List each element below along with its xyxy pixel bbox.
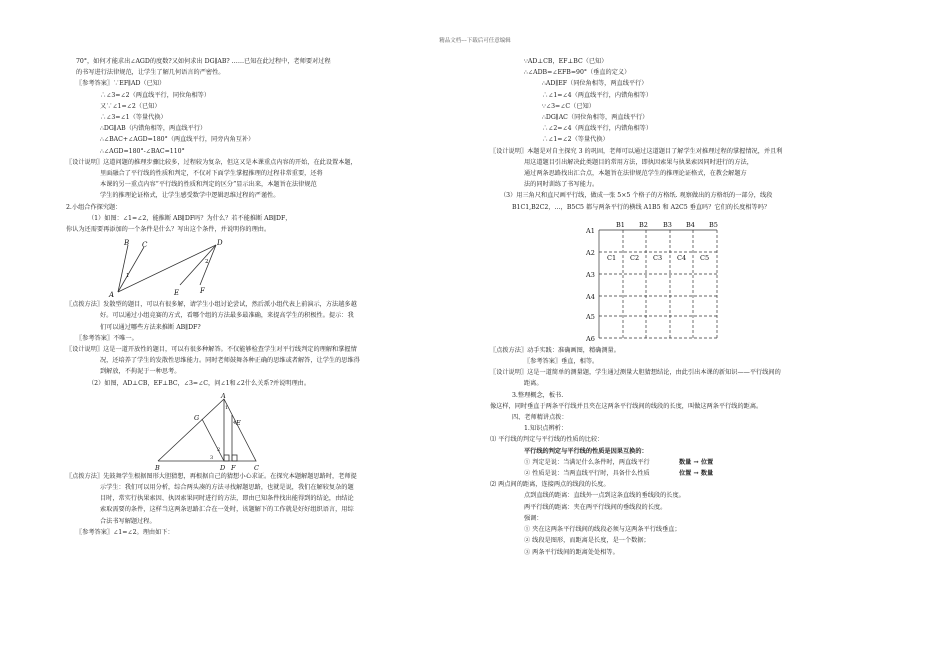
text-line: ∴DG∥AB（内错角相等，两直线平行） [100, 125, 207, 133]
left-column [66, 56, 466, 538]
fig1-label-a: A [109, 291, 115, 300]
text-line: 况，还培养了学生的发散性思维能力。同时老师鼓舞各种正确的思维或者解答，让学生的思维得 [100, 357, 360, 365]
text-line: ∴∠ADB=∠EFB=90°（垂直的定义） [524, 69, 631, 77]
text-line: ∴∠AGD=180°-∠BAC=110° [100, 147, 185, 155]
grid-label-c5: C5 [700, 253, 710, 262]
grid-label-c1: C1 [607, 253, 617, 262]
text-line: ∴∠1=∠2（等量代换） [542, 136, 609, 144]
page-header: 精品文档---下载后可任意编辑 [439, 38, 511, 44]
text-line: B1C1,B2C2，…，B5C5 都与两条平行的横线 A1B5 和 A2C5 垂直吗？它们的长度相等吗？ [512, 203, 771, 211]
text-line: 合法书写解题过程。 [100, 517, 156, 525]
fig1-angle-2: 2 [205, 259, 209, 266]
text-line: ③ 两条平行线间的距离处处相等。 [524, 548, 619, 556]
text-line: （2）如图，AD⊥CB，EF⊥BC，∠3=∠C，问∠1和∠2什么关系?并说明理由。 [88, 379, 311, 387]
text-line: 2.小组合作探究题： [66, 203, 122, 211]
text-line: ⑴ 平行线的判定与平行线的性质的比较： [490, 436, 604, 444]
figure-parallel-lines [104, 237, 244, 299]
text-line: ∴∠BAC+∠AGD=180°（两直线平行，同旁内角互补） [100, 136, 255, 144]
text-line: 像这样，同时垂直于两条平行线并且夹在这两条平行线间的线段的长度，叫做这两条平行线的距离。 [490, 402, 763, 410]
grid-label-a3: A3 [586, 270, 595, 279]
rule-comparison [490, 457, 890, 479]
text-line: 本课的另一重点内容“平行线的性质和判定的区分”显示出来，本题旨在法律规范 [100, 181, 317, 189]
text-line: 好。可以通过小组竞赛的方式，看哪个组的方法最多最准确，来提高学生的积极性。提示：我 [100, 312, 354, 320]
text-line: 通过两条思路找出汇合点，本题旨在法律规范学生的推理论证格式，在教会解题方 [524, 170, 747, 178]
right-column [490, 56, 890, 558]
text-line: （3）用三角尺和直尺画平行线，做成一张 5×5 个格子的方格纸. 观察做出的方格纸的一部分，线段 [500, 192, 773, 200]
fig2-label-a: A [221, 391, 226, 400]
text-line: （1）如图：∠1=∠2，能推断 AB∥DF吗？为什么？若不能推断 AB∥DF， [88, 214, 292, 222]
rule-text: ② 性质是说：当两直线平行时，具备什么性质 [524, 470, 650, 478]
text-line: 70°，如何才能求出∠AGD的度数?又如何求出 DG∥AB? ……已知在此过程中，老师要对过程 [76, 58, 331, 65]
text-line: 点到直线的距离：直线外一点到这条直线的垂线段的长度。 [524, 492, 685, 500]
fig2-angle-1: 1 [225, 404, 229, 411]
text-line: 示学生：我们可以用分析，综合两头凑的方法寻找解题思路，也就是说，我们在解较复杂的题 [100, 484, 354, 492]
right-text-block-2 [490, 345, 890, 457]
left-text-block-1 [66, 56, 466, 235]
text-line: 〖设计说明〗这是一道开放性的题目，可以有很多种解答。不仅能够检查学生对平行线判定的理解和掌握情 [66, 346, 357, 354]
text-line: ∴∠3=∠1（等量代换） [100, 114, 167, 122]
fig2-label-f: F [231, 463, 236, 471]
text-line: 3.整理概念，板书. [512, 391, 564, 399]
text-line: 索取需要的条件，这样当这两条思路汇合在一处时，该题解下的工作就是好好组织语言，用综 [100, 506, 354, 514]
text-line: 〖参考答案〗∵EF∥AD（已知） [76, 80, 166, 88]
text-line: 学生的推理论证格式，让学生感受数学中逻辑思维过程的严谨性。 [100, 192, 280, 200]
text-line: 距离。 [524, 380, 543, 388]
text-line: ① 夹在这两条平行线间的线段必须与这两条平行线垂直； [524, 526, 681, 534]
grid-label-a2: A2 [586, 248, 595, 257]
fig2-label-e: E [236, 418, 241, 427]
fig1-label-e: E [174, 289, 180, 298]
text-line: 〖点拨方法〗发散型的题目，可以有很多解，请学生小组讨论尝试，然后派小组代表上前演示，方法越多越 [66, 301, 357, 309]
text-line: 四、老师精讲点拨： [512, 414, 568, 422]
text-line: 的书写进行法律规范，让学生了解几何语言的严密性。 [76, 69, 225, 77]
text-line: 你认为还需要再添加的一个条件是什么？写出这个条件，并说明你的理由。 [66, 226, 271, 234]
text-line: 目时，常实行执果索因、执因索果同时进行的方法，即由已知条件找出能得到的结论，由结论 [100, 495, 354, 503]
text-line: 〖设计说明〗这是一道简单的测量题，学生通过测量大胆猜想结论，由此引出本课的新知识——平行线间的 [490, 369, 781, 377]
right-text-block-1 [490, 56, 890, 213]
text-line: 又∵∠1=∠2（已知） [100, 102, 161, 110]
text-line: 两平行线的距离：夹在两平行线间的垂线段的长度。 [524, 503, 667, 511]
rule-row [524, 457, 890, 468]
text-line: 〖点拨方法〗先鼓舞学生根据图形大胆猜想，再根据自己的猜想小心求证。在探究本题解题思路时，老师提 [66, 472, 357, 480]
text-line: 〖参考答案〗不唯一。 [76, 334, 138, 342]
fig2-label-b: B [155, 463, 160, 471]
text-line: ② 线段是图形，而距离是长度，是一个数据； [524, 537, 650, 545]
grid-label-a6: A6 [586, 334, 595, 342]
fig2-angle-3: 3 [210, 454, 214, 461]
rule-row [524, 468, 890, 479]
text-line: 平行线的判定与平行线的性质是因果互换的： [524, 447, 648, 455]
grid-label-b4: B4 [686, 220, 695, 229]
fig1-label-c: C [142, 241, 148, 250]
text-line: ∴∠3=∠2（两直线平行，同位角相等） [100, 91, 211, 99]
grid-label-a5: A5 [586, 312, 595, 321]
fig1-angle-1: 1 [126, 273, 130, 280]
grid-label-b1: B1 [616, 220, 625, 229]
text-line: ∴DG∥AC（同位角相等，两直线平行） [542, 114, 649, 122]
grid-label-c4: C4 [677, 253, 687, 262]
left-text-block-3 [66, 471, 466, 538]
figure-grid-paper [585, 216, 735, 342]
rule-direction: 数量 → 位置 [679, 458, 714, 466]
text-line: 法的同时训练了书写能力。 [524, 181, 599, 189]
text-line: 〖参考答案〗∠1=∠2。理由如下： [76, 528, 174, 536]
grid-label-c3: C3 [653, 253, 663, 262]
rule-text: ① 判定是说：当满足什么条件时，两直线平行 [524, 458, 650, 466]
text-line: ∴∠1=∠4（两直线平行，内错角相等） [542, 91, 653, 99]
fig2-angle-4: 4 [233, 419, 237, 426]
text-line: 里面融合了平行线的性质和判定，不仅对下面学生掌握推理的过程非常重要，还将 [100, 170, 323, 178]
text-line: ∵AD⊥CB，EF⊥BC（已知） [524, 58, 608, 65]
right-text-block-3 [490, 479, 890, 557]
text-line: ⑵ 两点间的距离，连接两点的线段的长度。 [490, 481, 610, 489]
fig1-label-d: D [217, 239, 223, 248]
fig1-label-b: B [124, 239, 130, 248]
grid-label-b3: B3 [663, 220, 672, 229]
fig2-label-g: G [194, 413, 200, 422]
text-line: ∴∠2=∠4（两直线平行，内错角相等） [542, 125, 653, 133]
grid-label-a4: A4 [586, 292, 595, 301]
text-line: 1.知识点辨析： [524, 425, 568, 433]
text-line: 〖参考答案〗垂直，相等。 [524, 358, 599, 366]
grid-label-b2: B2 [639, 220, 648, 229]
grid-label-a1: A1 [586, 226, 595, 235]
fig1-label-f: F [200, 287, 205, 296]
text-line: ∵∠3=∠C（已知） [542, 102, 595, 110]
text-line: 们可以通过哪些方法来推断 AB∥DF? [100, 323, 201, 331]
left-text-block-2 [66, 299, 466, 389]
text-line: 〖设计说明〗本题是对自主探究 3 的巩固，老师可以通过这道题目了解学生对推理过程的掌握情况，并且利 [490, 147, 783, 155]
text-line: 强调： [524, 514, 543, 522]
fig2-label-c: C [254, 463, 259, 471]
text-line: 〖点拨方法〗动手实践：准确画图，精确测量。 [490, 346, 620, 354]
text-line: 〖设计说明〗这道问题的推理步骤比较多，过程较为复杂，但这又是本课重点内容的开始，在此设置本题， [66, 158, 357, 166]
fig2-label-d: D [220, 463, 226, 471]
text-line: 到解放，不拘泥于一种思考。 [100, 368, 181, 376]
text-line: 用这道题目引出解决此类题目的常用方法，即执因索果与执果索因同时进行的方法， [524, 158, 753, 166]
text-line: ∴AD∥EF（同位角相等，两直线平行） [542, 80, 648, 88]
rule-direction: 位置 → 数量 [679, 470, 714, 478]
grid-label-c2: C2 [630, 253, 640, 262]
figure-perpendicular-triangle [146, 391, 296, 471]
fig2-angle-2: 2 [217, 446, 221, 453]
grid-label-b5: B5 [709, 220, 718, 229]
